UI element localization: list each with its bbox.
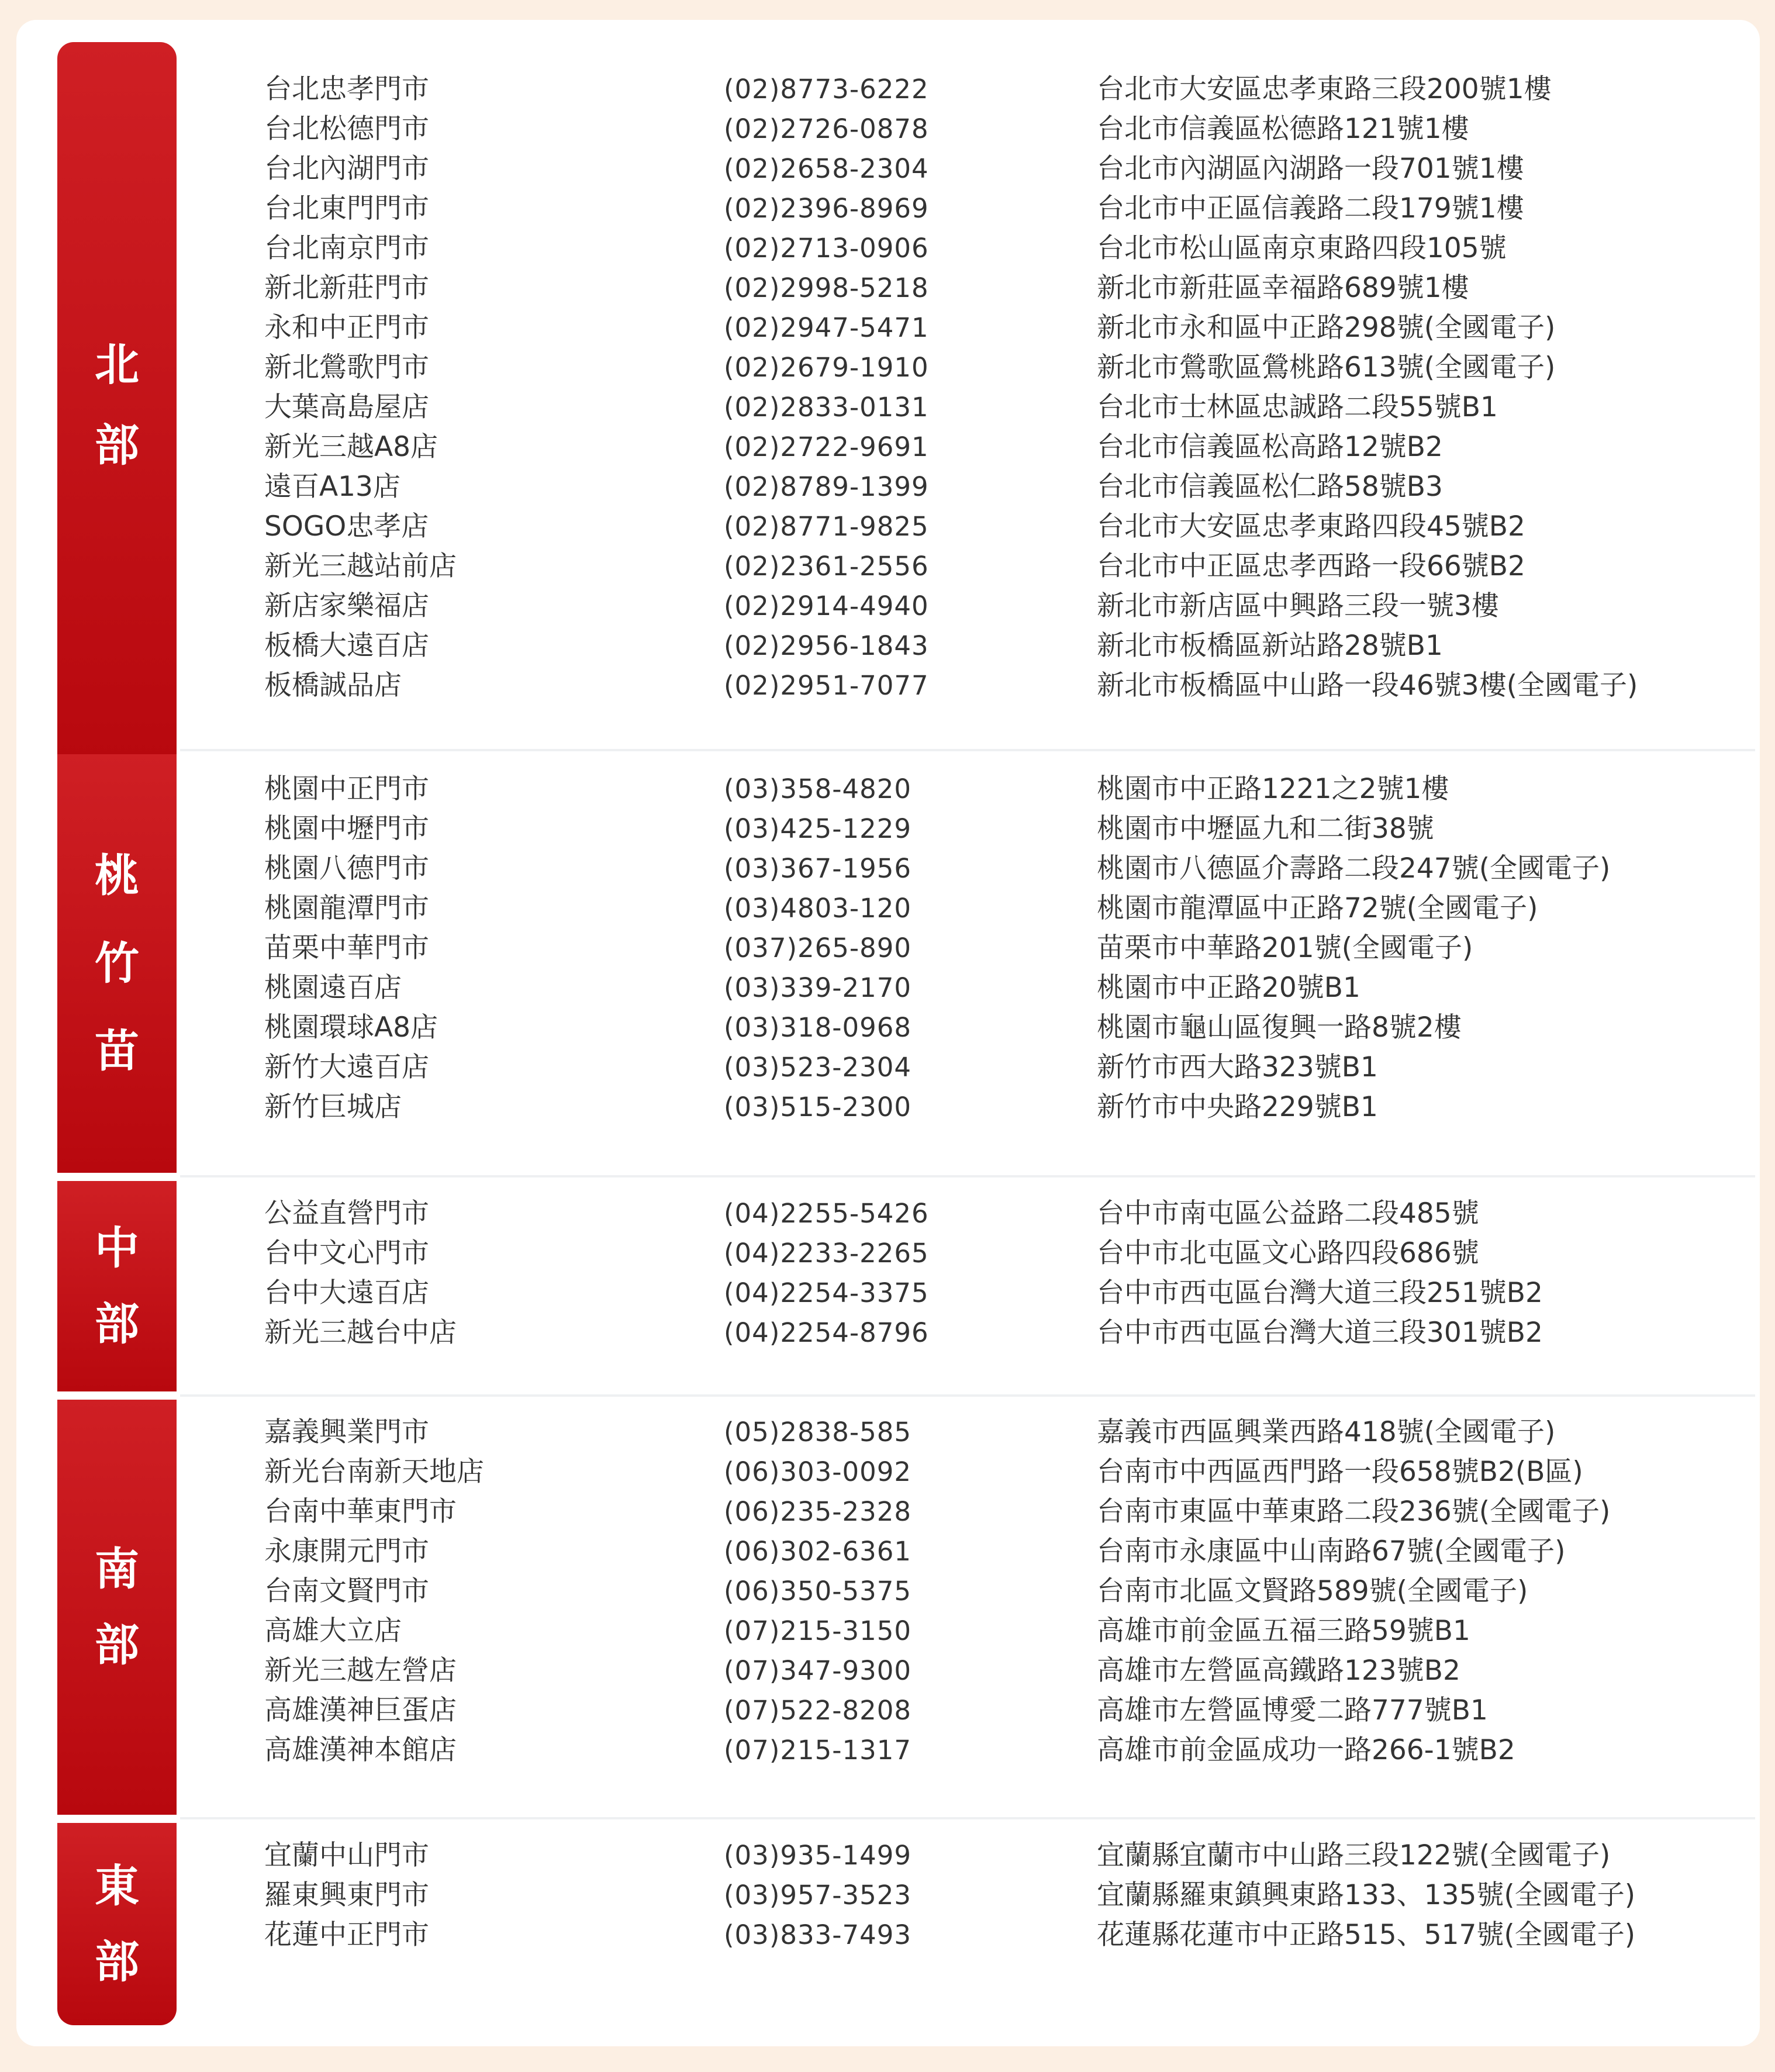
- store-name: 台北南京門市: [264, 232, 429, 264]
- store-address: 台南市東區中華東路二段236號(全國電子): [1097, 1496, 1611, 1528]
- store-address: 新北市新莊區幸福路689號1樓: [1097, 272, 1469, 304]
- store-row: [16, 1008, 1760, 1048]
- store-address: 台中市北屯區文心路四段686號: [1097, 1237, 1479, 1269]
- store-address: 台北市士林區忠誠路二段55號B1: [1097, 391, 1498, 423]
- store-address: 桃園市龍潭區中正路72號(全國電子): [1097, 892, 1538, 924]
- store-phone: (02)2947-5471: [724, 312, 929, 343]
- store-phone: (037)265-890: [724, 933, 912, 964]
- store-row: [16, 1691, 1760, 1731]
- store-address: 新竹市中央路229號B1: [1097, 1091, 1378, 1123]
- store-row: [16, 1731, 1760, 1770]
- store-phone: (02)8771-9825: [724, 511, 929, 542]
- region-label-char: 部: [95, 1619, 139, 1671]
- store-row: [16, 1492, 1760, 1532]
- store-row: [16, 149, 1760, 189]
- store-address: 台北市信義區松德路121號1樓: [1097, 113, 1469, 145]
- store-address: 台北市中正區信義路二段179號1樓: [1097, 192, 1524, 225]
- store-phone: (04)2233-2265: [724, 1238, 929, 1269]
- store-row: [16, 1048, 1760, 1087]
- store-address: 宜蘭縣宜蘭市中山路三段122號(全國電子): [1097, 1839, 1611, 1871]
- store-phone: (04)2254-3375: [724, 1277, 929, 1308]
- store-name: 花蓮中正門市: [264, 1919, 429, 1951]
- store-phone: (02)8789-1399: [724, 471, 929, 502]
- store-name: 新店家樂福店: [264, 590, 429, 622]
- store-name: 台北內湖門市: [264, 153, 429, 185]
- store-phone: (02)2658-2304: [724, 153, 929, 184]
- store-phone: (02)2361-2556: [724, 551, 929, 582]
- store-phone: (06)235-2328: [724, 1496, 912, 1527]
- store-row: [16, 889, 1760, 928]
- region-label-char: 部: [95, 419, 139, 471]
- store-row: [16, 1234, 1760, 1273]
- store-address: 新竹市西大路323號B1: [1097, 1051, 1378, 1083]
- store-row: [16, 507, 1760, 547]
- store-row: [16, 268, 1760, 308]
- store-row: [16, 467, 1760, 507]
- store-name: 板橋大遠百店: [264, 630, 429, 662]
- store-row: [16, 626, 1760, 666]
- store-row: [16, 1836, 1760, 1876]
- store-row: [16, 1273, 1760, 1313]
- store-address: 台北市中正區忠孝西路一段66號B2: [1097, 550, 1525, 582]
- store-phone: (02)2956-1843: [724, 630, 929, 661]
- store-phone: (03)425-1229: [724, 813, 912, 844]
- store-phone: (07)215-3150: [724, 1615, 912, 1646]
- store-row: [16, 809, 1760, 849]
- store-name: 遠百A13店: [264, 471, 400, 503]
- store-row: [16, 769, 1760, 809]
- store-name: 新光三越左營店: [264, 1655, 457, 1687]
- store-address: 苗栗市中華路201號(全國電子): [1097, 932, 1473, 964]
- store-row: [16, 1194, 1760, 1234]
- store-address: 台南市中西區西門路一段658號B2(B區): [1097, 1456, 1583, 1488]
- store-name: 新竹大遠百店: [264, 1051, 429, 1083]
- store-name: 台北東門門市: [264, 192, 429, 225]
- store-phone: (06)350-5375: [724, 1576, 912, 1607]
- store-name: 新光三越台中店: [264, 1317, 457, 1349]
- store-phone: (05)2838-585: [724, 1417, 912, 1448]
- store-address: 花蓮縣花蓮市中正路515、517號(全國電子): [1097, 1919, 1636, 1951]
- store-name: 桃園八德門市: [264, 852, 429, 885]
- store-phone: (03)367-1956: [724, 853, 912, 884]
- store-phone: (04)2254-8796: [724, 1317, 929, 1348]
- region-central: [16, 1181, 1760, 1391]
- store-address: 桃園市龜山區復興一路8號2樓: [1097, 1011, 1462, 1044]
- region-divider: [180, 1817, 1755, 1819]
- store-address: 台北市內湖區內湖路一段701號1樓: [1097, 153, 1524, 185]
- region-north: [16, 42, 1760, 768]
- store-phone: (02)2396-8969: [724, 193, 929, 224]
- store-row: [16, 586, 1760, 626]
- store-address: 台北市大安區忠孝東路三段200號1樓: [1097, 73, 1552, 105]
- store-address: 新北市鶯歌區鶯桃路613號(全國電子): [1097, 351, 1556, 384]
- store-name: 桃園龍潭門市: [264, 892, 429, 924]
- store-phone: (03)957-3523: [724, 1880, 912, 1911]
- store-row: [16, 1915, 1760, 1955]
- store-address: 嘉義市西區興業西路418號(全國電子): [1097, 1416, 1556, 1448]
- store-phone: (07)522-8208: [724, 1695, 912, 1726]
- region-label-char: 中: [95, 1222, 139, 1274]
- region-divider: [180, 1394, 1755, 1397]
- store-address: 台南市北區文賢路589號(全國電子): [1097, 1575, 1528, 1607]
- store-address: 桃園市中壢區九和二街38號: [1097, 813, 1434, 845]
- store-phone: (02)2914-4940: [724, 590, 929, 621]
- store-name: 宜蘭中山門市: [264, 1839, 429, 1871]
- store-phone: (03)358-4820: [724, 773, 912, 804]
- store-address: 宜蘭縣羅東鎮興東路133、135號(全國電子): [1097, 1879, 1636, 1911]
- store-address: 台北市信義區松仁路58號B3: [1097, 471, 1443, 503]
- store-row: [16, 1611, 1760, 1651]
- store-name: 高雄漢神巨蛋店: [264, 1694, 457, 1726]
- store-address: 台北市大安區忠孝東路四段45號B2: [1097, 510, 1525, 543]
- store-row: [16, 1651, 1760, 1691]
- store-name: 台北忠孝門市: [264, 73, 429, 105]
- region-label-char: 部: [95, 1298, 139, 1350]
- store-name: 新北鶯歌門市: [264, 351, 429, 384]
- store-address: 高雄市左營區高鐵路123號B2: [1097, 1655, 1460, 1687]
- store-phone: (02)2951-7077: [724, 670, 929, 701]
- store-name: 永和中正門市: [264, 312, 429, 344]
- store-phone: (02)2713-0906: [724, 233, 929, 264]
- store-address: 桃園市八德區介壽路二段247號(全國電子): [1097, 852, 1611, 885]
- store-phone: (02)2722-9691: [724, 431, 929, 462]
- store-name: 新光三越A8店: [264, 431, 438, 463]
- store-row: [16, 1087, 1760, 1127]
- region-divider: [180, 1175, 1755, 1177]
- store-phone: (02)2726-0878: [724, 113, 929, 144]
- store-address: 桃園市中正路20號B1: [1097, 972, 1360, 1004]
- store-phone: (03)833-7493: [724, 1919, 912, 1950]
- store-address: 台中市西屯區台灣大道三段251號B2: [1097, 1277, 1543, 1309]
- store-name: 桃園遠百店: [264, 972, 402, 1004]
- region-east: [16, 1823, 1760, 2025]
- store-phone: (03)339-2170: [724, 972, 912, 1003]
- store-phone: (03)4803-120: [724, 893, 912, 924]
- store-directory-card: [16, 20, 1760, 2046]
- store-address: 桃園市中正路1221之2號1樓: [1097, 773, 1449, 805]
- store-phone: (02)2679-1910: [724, 352, 929, 383]
- region-label-char: 竹: [95, 937, 139, 989]
- store-name: 台南中華東門市: [264, 1496, 457, 1528]
- store-row: [16, 1313, 1760, 1353]
- store-name: 桃園環球A8店: [264, 1011, 438, 1044]
- store-phone: (06)302-6361: [724, 1536, 912, 1567]
- store-address: 新北市永和區中正路298號(全國電子): [1097, 312, 1556, 344]
- region-south: [16, 1400, 1760, 1815]
- store-name: 板橋誠品店: [264, 669, 402, 702]
- store-row: [16, 849, 1760, 889]
- store-name: 苗栗中華門市: [264, 932, 429, 964]
- store-address: 新北市新店區中興路三段一號3樓: [1097, 590, 1499, 622]
- store-name: 公益直營門市: [264, 1197, 429, 1230]
- store-name: 台北松德門市: [264, 113, 429, 145]
- store-phone: (02)2833-0131: [724, 392, 929, 423]
- store-name: SOGO忠孝店: [264, 510, 429, 543]
- store-row: [16, 229, 1760, 268]
- region-divider: [180, 749, 1755, 751]
- store-name: 大葉高島屋店: [264, 391, 429, 423]
- store-address: 高雄市前金區成功一路266-1號B2: [1097, 1734, 1515, 1766]
- store-row: [16, 928, 1760, 968]
- region-label-char: 苗: [95, 1025, 139, 1077]
- store-phone: (03)515-2300: [724, 1092, 912, 1123]
- region-label-char: 東: [95, 1860, 139, 1912]
- store-name: 台南文賢門市: [264, 1575, 429, 1607]
- store-row: [16, 427, 1760, 467]
- store-row: [16, 1413, 1760, 1452]
- store-name: 高雄大立店: [264, 1615, 402, 1647]
- store-phone: (03)523-2304: [724, 1052, 912, 1083]
- store-name: 新北新莊門市: [264, 272, 429, 304]
- store-row: [16, 308, 1760, 348]
- store-row: [16, 666, 1760, 706]
- region-label-char: 桃: [95, 849, 139, 902]
- store-phone: (03)318-0968: [724, 1012, 912, 1043]
- region-label-char: 北: [95, 339, 139, 391]
- store-phone: (02)8773-6222: [724, 74, 929, 105]
- store-phone: (03)935-1499: [724, 1840, 912, 1871]
- store-name: 羅東興東門市: [264, 1879, 429, 1911]
- store-row: [16, 1532, 1760, 1572]
- store-name: 永康開元門市: [264, 1535, 429, 1567]
- store-name: 台中大遠百店: [264, 1277, 429, 1309]
- store-name: 新竹巨城店: [264, 1091, 402, 1123]
- store-row: [16, 388, 1760, 427]
- store-phone: (07)347-9300: [724, 1655, 912, 1686]
- store-address: 高雄市左營區博愛二路777號B1: [1097, 1694, 1488, 1726]
- store-address: 高雄市前金區五福三路59號B1: [1097, 1615, 1470, 1647]
- store-row: [16, 109, 1760, 149]
- store-row: [16, 189, 1760, 229]
- store-row: [16, 348, 1760, 388]
- store-address: 台北市松山區南京東路四段105號: [1097, 232, 1507, 264]
- region-label-char: 南: [95, 1543, 139, 1595]
- store-name: 桃園中正門市: [264, 773, 429, 805]
- store-phone: (04)2255-5426: [724, 1198, 929, 1229]
- store-row: [16, 70, 1760, 109]
- store-name: 台中文心門市: [264, 1237, 429, 1269]
- store-name: 嘉義興業門市: [264, 1416, 429, 1448]
- store-name: 新光台南新天地店: [264, 1456, 484, 1488]
- region-taozhumiao: [16, 754, 1760, 1173]
- store-phone: (02)2998-5218: [724, 272, 929, 303]
- store-address: 新北市板橋區中山路一段46號3樓(全國電子): [1097, 669, 1638, 702]
- store-address: 新北市板橋區新站路28號B1: [1097, 630, 1443, 662]
- store-address: 台南市永康區中山南路67號(全國電子): [1097, 1535, 1566, 1567]
- store-row: [16, 1572, 1760, 1611]
- store-row: [16, 1452, 1760, 1492]
- store-row: [16, 968, 1760, 1008]
- store-phone: (06)303-0092: [724, 1456, 912, 1487]
- store-address: 台中市南屯區公益路二段485號: [1097, 1197, 1479, 1230]
- store-name: 桃園中壢門市: [264, 813, 429, 845]
- store-address: 台北市信義區松高路12號B2: [1097, 431, 1443, 463]
- store-row: [16, 547, 1760, 586]
- store-name: 高雄漢神本館店: [264, 1734, 457, 1766]
- store-row: [16, 1876, 1760, 1915]
- store-name: 新光三越站前店: [264, 550, 457, 582]
- region-label-char: 部: [95, 1936, 139, 1988]
- store-address: 台中市西屯區台灣大道三段301號B2: [1097, 1317, 1543, 1349]
- store-phone: (07)215-1317: [724, 1735, 912, 1766]
